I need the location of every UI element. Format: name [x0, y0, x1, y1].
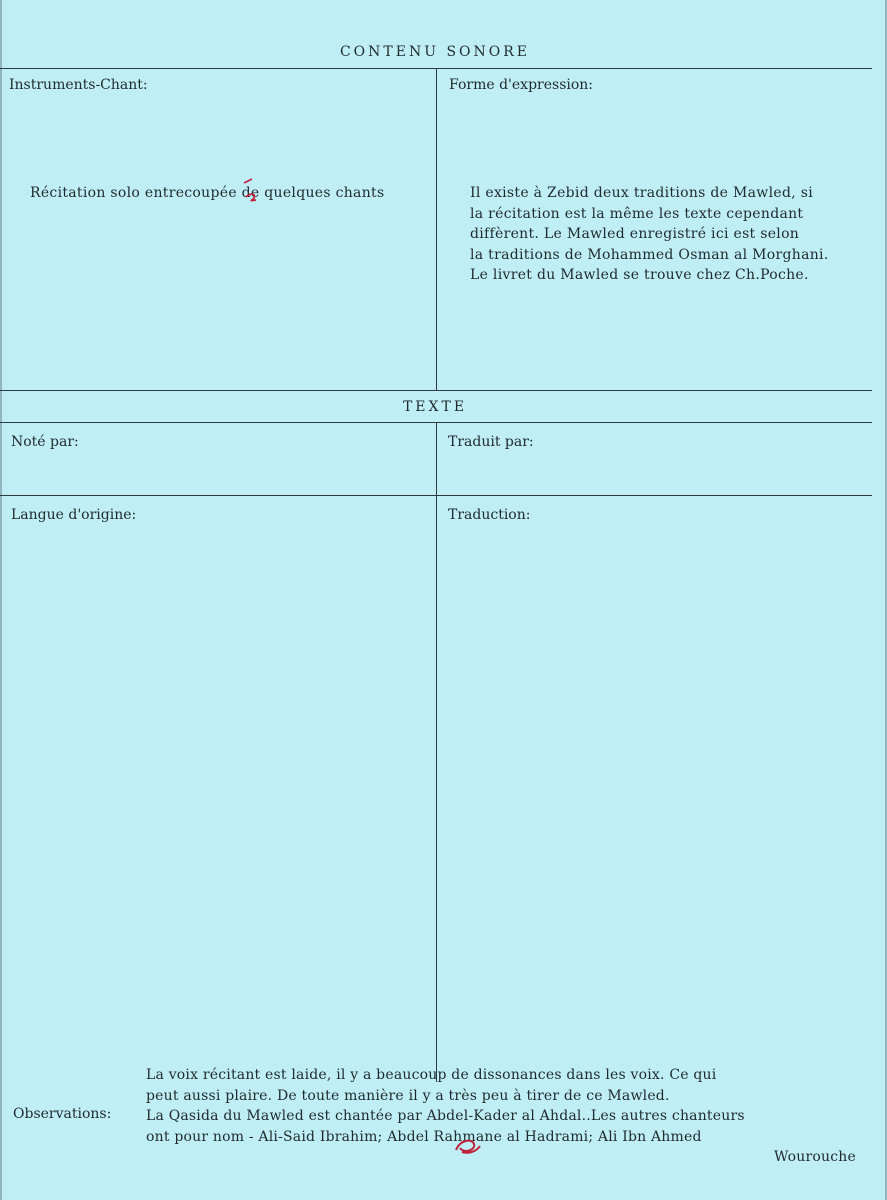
- forme-line: Il existe à Zebid deux traditions de Mawled, si: [470, 185, 813, 201]
- section-title-contenu-sonore: CONTENU SONORE: [339, 44, 531, 60]
- traduit-par-label: Traduit par:: [448, 434, 534, 450]
- column-divider-texte: [436, 422, 437, 1082]
- observation-line: peut aussi plaire. De toute manière il y a très peu à tirer de ce Mawled.: [146, 1087, 670, 1104]
- langue-origine-label: Langue d'origine:: [11, 507, 137, 523]
- red-correction-mark: [240, 175, 262, 205]
- note-par-label: Noté par:: [11, 434, 79, 450]
- forme-expression-value: [470, 183, 880, 286]
- observation-line: La Qasida du Mawled est chantée par Abdel-Kader al Ahdal..Les autres chanteurs: [146, 1108, 745, 1124]
- forme-line: la récitation est la même les texte cependant: [470, 205, 804, 222]
- section-title-texte: TEXTE: [402, 399, 468, 415]
- forme-line: Le livret du Mawled se trouve chez Ch.Poche.: [470, 267, 809, 283]
- instruments-chant-label: Instruments-Chant:: [9, 77, 148, 93]
- forme-expression-label: Forme d'expression:: [449, 77, 594, 93]
- observations-label: Observations:: [13, 1106, 112, 1122]
- forme-line: la traditions de Mohammed Osman al Morghani.: [470, 246, 829, 263]
- divider-texte-top: [0, 390, 872, 391]
- column-divider-contenu: [436, 68, 437, 391]
- divider-langue: [0, 495, 872, 496]
- observations-text: [146, 1065, 866, 1168]
- observation-line: ont pour nom - Ali-Said Ibrahim; Abdel Rahmane al Hadrami; Ali Ibn Ahmed: [146, 1128, 702, 1145]
- traduction-label: Traduction:: [448, 507, 531, 523]
- red-correction-mark: [452, 1134, 482, 1158]
- instruments-chant-value: Récitation solo entrecoupée de quelques chants: [30, 185, 385, 201]
- observation-line: La voix récitant est laide, il y a beaucoup de dissonances dans les voix. Ce qui: [146, 1067, 717, 1083]
- observation-line: Wourouche: [774, 1149, 856, 1165]
- forme-line: diffèrent. Le Mawled enregistré ici est selon: [470, 226, 800, 242]
